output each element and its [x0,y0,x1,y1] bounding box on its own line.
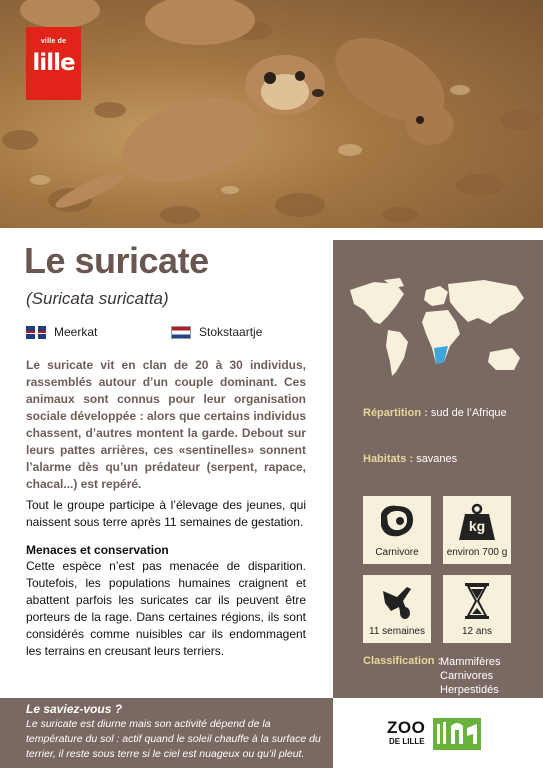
english-name-text: Meerkat [54,325,98,339]
uk-flag-icon [26,326,46,339]
group-paragraph: Tout le groupe participe à l’élevage des jeunes, qui naissent sous terre après 11 semaines de gestation. [26,498,306,529]
ville-de-lille-logo [26,27,81,100]
stork-icon [377,581,417,621]
weight-unit-label: kg [468,518,486,534]
zoo-logo-subtitle: DE LILLE [389,737,425,746]
classification-label: Classification : [363,655,442,667]
latin-name: (Suricata suricatta) [26,289,169,308]
hourglass-icon [457,581,497,621]
meat-icon [377,502,417,542]
logo-top-text: ville de [40,38,67,45]
diet-caption: Carnivore [375,547,419,558]
habitats-label: Habitats : [363,453,414,465]
zoo-logo-animals-icon [433,718,481,750]
dutch-name [171,325,262,339]
netherlands-flag-icon [171,326,191,339]
weight-caption: environ 700 g [446,547,508,558]
classification-item: Carnivores [440,670,494,682]
english-name [26,325,97,339]
weight-box [443,496,511,564]
meerkat-photo-illustration [0,0,543,228]
menaces-heading: Menaces et conservation [26,543,169,557]
page-title: Le suricate [24,240,209,281]
did-you-know-title: Le saviez-vous ? [26,702,123,716]
did-you-know-box [0,698,333,768]
lifespan-box [443,575,511,643]
zoo-logo-word: ZOO [387,718,426,737]
classification-list [440,655,501,697]
menaces-paragraph: Cette espèce n’est pas menacée de disparition. Toutefois, les populations humaines craignent et abattent parfois les suricates car ils peuvent être porteurs de la rage. Dans certaines régions, ils sont considérés comme nuisibles car ils endommagent les terrains en creusant leurs terriers. [26,559,306,658]
classification-item: Mammifères [440,656,501,668]
habitats-row [363,453,457,465]
lifespan-caption: 12 ans [461,626,493,637]
logo-name-text: lille [32,50,75,76]
repartition-row [363,407,507,419]
zoo-de-lille-logo [387,718,483,754]
gestation-box [363,575,431,643]
classification-item: Herpestidés [440,684,499,696]
repartition-label: Répartition : [363,407,428,419]
zoo-logo-mark [433,718,481,750]
habitats-value: savanes [416,453,458,465]
gestation-caption: 11 semaines [369,626,425,637]
world-map [344,276,530,391]
repartition-value: sud de l’Afrique [430,407,507,419]
meerkat-photo [0,0,543,228]
diet-box [363,496,431,564]
did-you-know-text: Le suricate est diurne mais son activité dépend de la température du sol : actif quand le soleil chauffe à la surface du terrier, il reste sous terre si le ciel est nuageux ou qu’il pleut. [26,718,321,760]
intro-paragraph: Le suricate vit en clan de 20 à 30 individus, rassemblés autour d’un couple dominant. Ces animaux sont connus pour leur organisation sociale développée : alors que certains individus chassent, d’autres montent la garde. Debout sur leurs pattes arrières, ces «sentinelles» sonnent l’alarme dès qu’un prédateur (serpent, rapace, chacal...) est repéré. [26,358,306,491]
dutch-name-text: Stokstaartje [199,325,263,339]
